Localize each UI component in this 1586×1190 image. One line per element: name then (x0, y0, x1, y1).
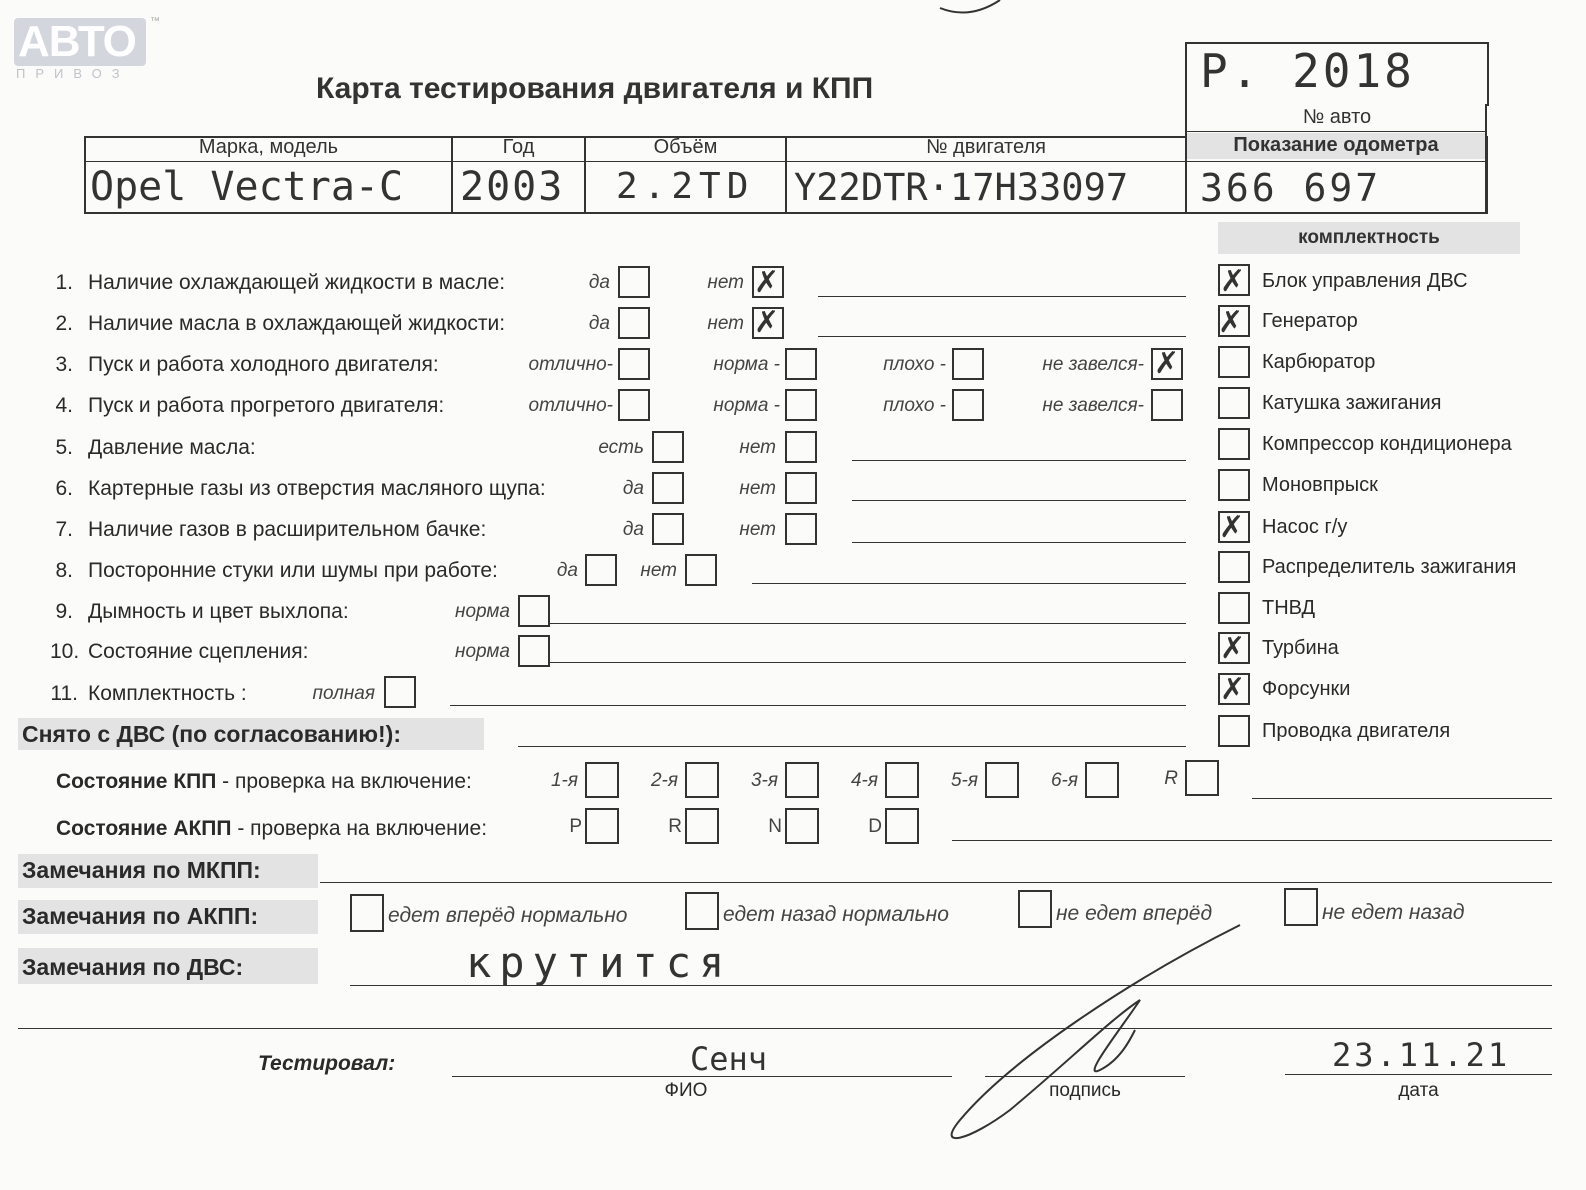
check-mark-icon: ✗ (1219, 510, 1245, 545)
date-value: 23.11.21 (1332, 1036, 1511, 1074)
question-text: Пуск и работа прогретого двигателя: (88, 394, 445, 417)
option-label: да (556, 560, 578, 581)
gear-label: N (768, 816, 782, 837)
checkbox-q9-normal[interactable] (518, 595, 550, 627)
gear-label: 2-я (650, 770, 678, 791)
kit-item-label: Проводка двигателя (1262, 720, 1451, 742)
removed-label: Снято с ДВС (по согласованию!): (22, 721, 401, 747)
gear-checkbox-3[interactable] (785, 762, 819, 798)
kit-item-label: Турбина (1262, 637, 1339, 659)
kpp-label-bold: Состояние КПП (56, 770, 217, 793)
kit-item-label: Компрессор кондиционера (1262, 433, 1512, 455)
option-label: есть (598, 437, 644, 458)
gear-label: 3-я (750, 770, 778, 791)
checkbox-q8-no[interactable] (685, 554, 717, 586)
engine-number-value: Y22DTR·17H33097 (794, 166, 1129, 209)
check-mark-icon: ✗ (754, 305, 780, 340)
kit-item-label: Карбюратор (1262, 351, 1376, 373)
option-label: нет (640, 560, 677, 581)
gear-label: 4-я (850, 770, 878, 791)
option-label: да (622, 519, 644, 540)
akpp-opt-label: едет вперёд нормально (388, 904, 628, 927)
question-number: 8. (55, 559, 73, 582)
gear-label: D (868, 816, 882, 837)
kit-item-label: ТНВД (1262, 597, 1316, 619)
gear-checkbox-1[interactable] (585, 762, 619, 798)
option-label: да (588, 272, 610, 293)
mkpp-remarks-label: Замечания по МКПП: (22, 857, 261, 883)
fio-value: Сенч (690, 1040, 768, 1078)
option-label: плохо - (883, 395, 946, 416)
date-label: дата (1398, 1080, 1439, 1101)
question-text: Дымность и цвет выхлопа: (88, 600, 349, 623)
check-mark-icon: ✗ (1154, 346, 1180, 381)
question-text: Посторонние стуки или шумы при работе: (88, 559, 498, 582)
kit-item-label: Моновпрыск (1262, 474, 1378, 496)
gear-checkbox-4[interactable] (885, 762, 919, 798)
odometer-value: 366 697 (1200, 166, 1382, 210)
header-volume: Объём (653, 136, 718, 158)
kit-item-label: Генератор (1262, 310, 1358, 332)
checkbox-q7-no[interactable] (785, 513, 817, 545)
tested-by-label: Тестировал: (258, 1052, 396, 1075)
check-mark-icon: ✗ (1220, 264, 1246, 299)
option-label: нет (739, 437, 776, 458)
option-label: не завелся- (1042, 354, 1144, 375)
question-text: Наличие газов в расширительном бачке: (88, 518, 487, 541)
checkbox-q10-normal[interactable] (518, 635, 550, 667)
fio-line (452, 1076, 952, 1077)
question-number: 11. (50, 682, 78, 705)
question-text: Наличие охлаждающей жидкости в масле: (88, 271, 506, 294)
check-mark-icon: ✗ (1218, 305, 1244, 340)
option-label: норма (455, 601, 510, 622)
checkbox-q1-yes[interactable] (618, 266, 650, 298)
kit-title: комплектность (1298, 227, 1440, 248)
question-number: 4. (55, 394, 73, 417)
question-number: 9. (55, 600, 73, 623)
year-value: 2003 (460, 164, 565, 210)
gear-label: 5-я (950, 770, 978, 791)
akpp-checkbox-p[interactable] (585, 808, 619, 844)
question-number: 1. (55, 271, 73, 294)
kit-item-label: Блок управления ДВС (1262, 270, 1468, 292)
check-mark-icon: ✗ (754, 265, 780, 300)
gear-label: 1-я (550, 770, 578, 791)
question-number: 7. (55, 518, 73, 541)
checkbox-q6-yes[interactable] (652, 472, 684, 504)
car-number-label: № авто (1302, 106, 1372, 128)
option-label: норма - (713, 395, 780, 416)
option-label: нет (707, 272, 744, 293)
akpp-checkbox-d[interactable] (885, 808, 919, 844)
kit-item-label: Катушка зажигания (1262, 392, 1442, 414)
kit-item-label: Распределитель зажигания (1262, 556, 1517, 578)
checkbox-q6-no[interactable] (785, 472, 817, 504)
question-number: 5. (55, 436, 73, 459)
dvs-remarks-label: Замечания по ДВС: (22, 954, 244, 980)
akpp-label-rest: - проверка на включение: (231, 817, 488, 840)
option-label: отлично- (528, 395, 613, 416)
checkbox-q7-yes[interactable] (652, 513, 684, 545)
volume-value: 2.2TD (616, 166, 755, 207)
trademark-mark: ™ (150, 16, 160, 27)
kit-item-label: Насос г/у (1262, 516, 1348, 538)
question-text: Картерные газы из отверстия масляного щупа: (88, 477, 546, 500)
gear-label: 6-я (1050, 770, 1078, 791)
dvs-remark-value: крутится (466, 938, 733, 987)
question-number: 2. (55, 312, 73, 335)
option-label: отлично- (528, 354, 613, 375)
option-label: да (588, 313, 610, 334)
header-engine-number: № двигателя (926, 136, 1046, 158)
checkbox-q8-yes[interactable] (585, 554, 617, 586)
akpp-opt-label: не едет вперёд (1056, 902, 1213, 925)
akpp-opt-checkbox[interactable] (685, 892, 719, 930)
option-label: не завелся- (1042, 395, 1144, 416)
car-number-value: Р. 2018 (1200, 44, 1415, 98)
question-text: Состояние сцепления: (88, 640, 309, 663)
option-label: норма - (713, 354, 780, 375)
option-label: норма (455, 641, 510, 662)
checkbox-q5-no[interactable] (785, 431, 817, 463)
gear-checkbox-2[interactable] (685, 762, 719, 798)
page-title: Карта тестирования двигателя и КПП (316, 72, 874, 105)
gear-label: R (668, 816, 682, 837)
header-model: Марка, модель (198, 136, 339, 158)
checkbox-q3-excellent[interactable] (618, 348, 650, 380)
checkbox-q2-yes[interactable] (618, 307, 650, 339)
checkbox-q5-yes[interactable] (652, 431, 684, 463)
question-text: Пуск и работа холодного двигателя: (88, 353, 439, 376)
header-odometer: Показание одометра (1233, 134, 1439, 156)
checkbox-q3-normal[interactable] (785, 348, 817, 380)
header-year: Год (502, 136, 535, 158)
signature-label: подпись (1049, 1080, 1121, 1101)
option-label: плохо - (883, 354, 946, 375)
option-label: полная (312, 683, 375, 704)
akpp-checkbox-r[interactable] (685, 808, 719, 844)
question-text: Давление масла: (88, 436, 256, 459)
question-number: 10. (50, 640, 80, 663)
checkbox-q11-full[interactable] (384, 676, 416, 708)
question-text: Наличие масла в охлаждающей жидкости: (88, 312, 506, 335)
kpp-label-rest: - проверка на включение: (216, 770, 472, 793)
akpp-remarks-label: Замечания по АКПП: (22, 903, 259, 929)
akpp-checkbox-n[interactable] (785, 808, 819, 844)
akpp-row-label (56, 817, 487, 841)
gear-label: P (569, 816, 582, 837)
fio-label: ФИО (664, 1080, 708, 1101)
check-mark-icon: ✗ (1220, 672, 1246, 707)
gear-label: R (1164, 768, 1178, 789)
question-text: Комплектность : (88, 682, 247, 705)
option-label: нет (739, 519, 776, 540)
kpp-row-label (56, 770, 472, 794)
logo-subtext: ПРИВОЗ (16, 66, 130, 81)
akpp-opt-checkbox[interactable] (350, 894, 384, 932)
option-label: нет (739, 478, 776, 499)
signature-scribble (930, 0, 1490, 1190)
option-label: нет (707, 313, 744, 334)
check-mark-icon: ✗ (1220, 631, 1246, 666)
kit-item-label: Форсунки (1262, 678, 1351, 700)
model-value: Opel Vectra-C (90, 164, 404, 210)
question-number: 6. (55, 477, 73, 500)
checkbox-q4-normal[interactable] (785, 389, 817, 421)
logo-text: АВТО (18, 17, 136, 66)
akpp-opt-label: едет назад нормально (723, 903, 949, 926)
akpp-opt-label: не едет назад (1322, 901, 1465, 924)
option-label: да (622, 478, 644, 499)
akpp-label-bold: Состояние АКПП (56, 817, 232, 840)
question-number: 3. (55, 353, 73, 376)
checkbox-q4-excellent[interactable] (618, 389, 650, 421)
